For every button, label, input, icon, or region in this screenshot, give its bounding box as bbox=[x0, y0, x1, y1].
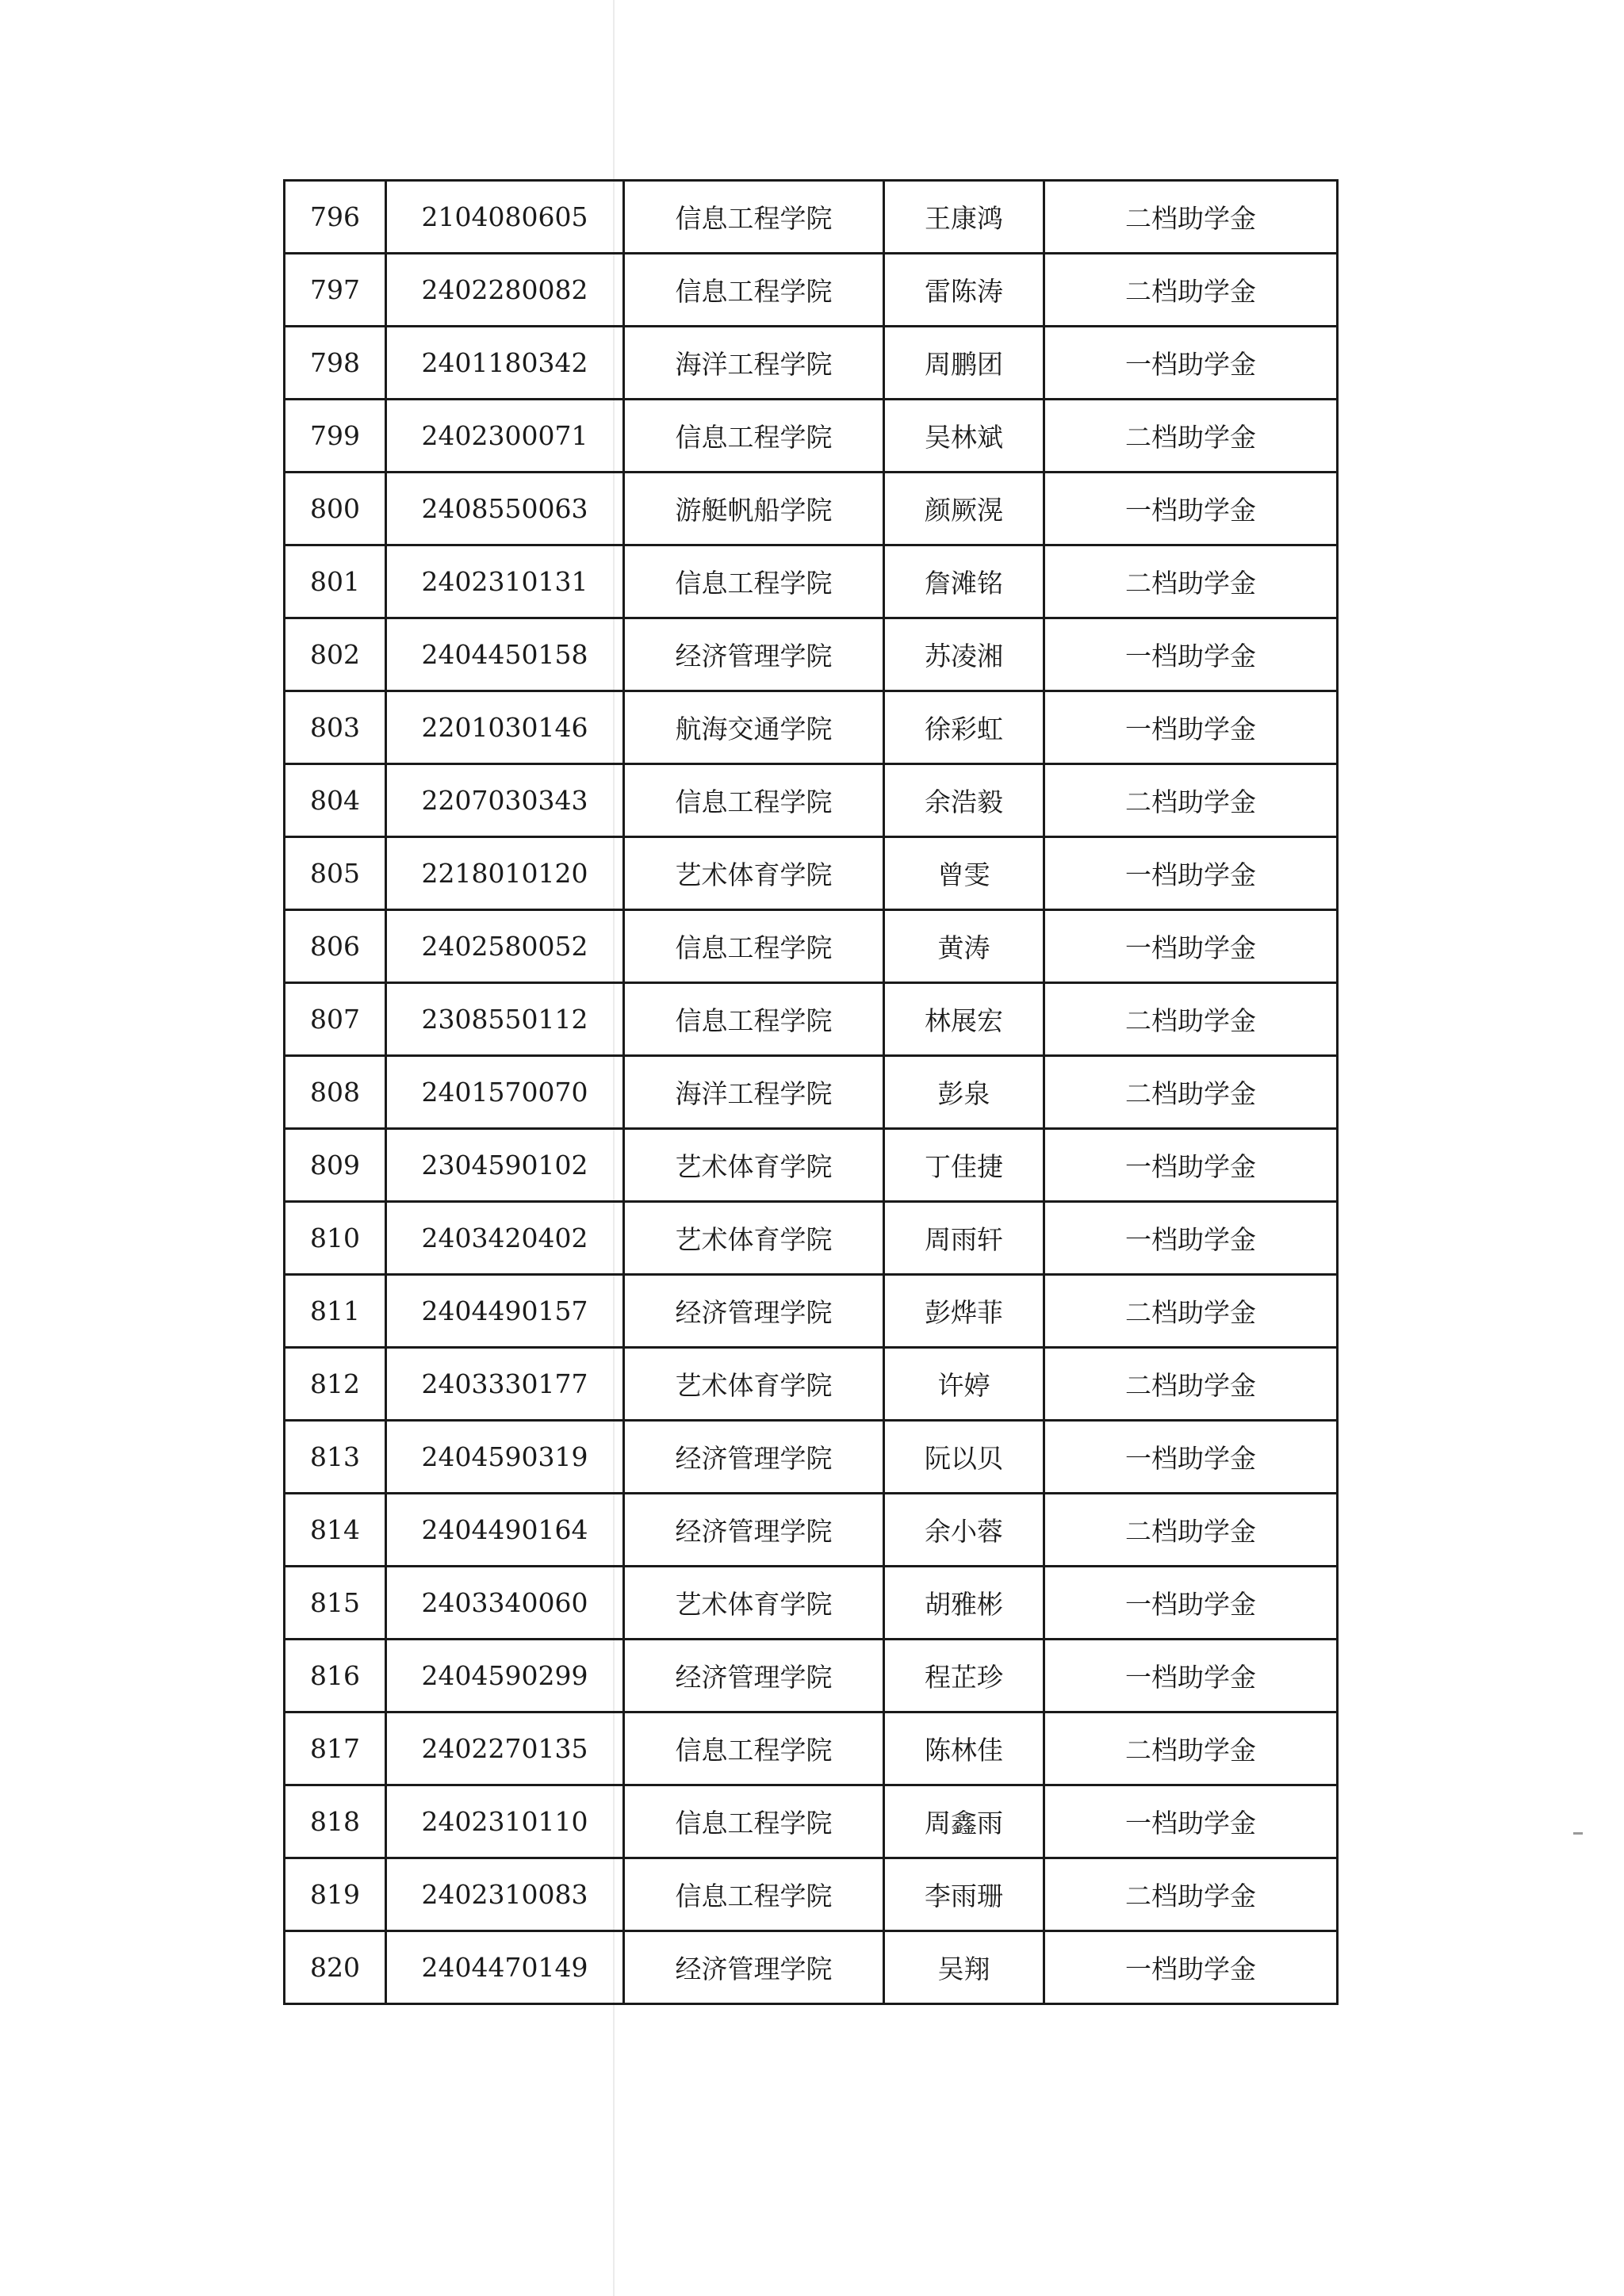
seq-cell: 813 bbox=[285, 1421, 386, 1494]
name-cell: 王康鸿 bbox=[884, 181, 1044, 254]
name-cell: 雷陈涛 bbox=[884, 254, 1044, 327]
student-id-cell: 2402310083 bbox=[386, 1858, 624, 1931]
student-id-cell: 2402580052 bbox=[386, 910, 624, 983]
seq-cell: 815 bbox=[285, 1567, 386, 1640]
name-cell: 彭烨菲 bbox=[884, 1275, 1044, 1348]
college-cell: 信息工程学院 bbox=[624, 1712, 884, 1785]
scan-edge-mark bbox=[1573, 1832, 1583, 1835]
grant-cell: 二档助学金 bbox=[1044, 1275, 1338, 1348]
table-row bbox=[285, 983, 1338, 1056]
student-id-cell: 2402310110 bbox=[386, 1785, 624, 1858]
grant-cell: 一档助学金 bbox=[1044, 837, 1338, 910]
table-row bbox=[285, 1129, 1338, 1202]
student-id-cell: 2201030146 bbox=[386, 691, 624, 764]
student-id-cell: 2404490157 bbox=[386, 1275, 624, 1348]
table-row bbox=[285, 254, 1338, 327]
student-id-cell: 2404490164 bbox=[386, 1494, 624, 1567]
seq-cell: 805 bbox=[285, 837, 386, 910]
grant-cell: 二档助学金 bbox=[1044, 400, 1338, 473]
seq-cell: 802 bbox=[285, 618, 386, 691]
seq-cell: 799 bbox=[285, 400, 386, 473]
roster-body bbox=[285, 181, 1338, 2004]
student-id-cell: 2401180342 bbox=[386, 327, 624, 400]
college-cell: 艺术体育学院 bbox=[624, 837, 884, 910]
name-cell: 程芷珍 bbox=[884, 1640, 1044, 1712]
grant-cell: 二档助学金 bbox=[1044, 1494, 1338, 1567]
table-row bbox=[285, 545, 1338, 618]
name-cell: 曾雯 bbox=[884, 837, 1044, 910]
college-cell: 信息工程学院 bbox=[624, 983, 884, 1056]
seq-cell: 811 bbox=[285, 1275, 386, 1348]
name-cell: 胡雅彬 bbox=[884, 1567, 1044, 1640]
student-id-cell: 2402270135 bbox=[386, 1712, 624, 1785]
table-row bbox=[285, 837, 1338, 910]
seq-cell: 797 bbox=[285, 254, 386, 327]
college-cell: 海洋工程学院 bbox=[624, 327, 884, 400]
college-cell: 经济管理学院 bbox=[624, 1275, 884, 1348]
grant-cell: 二档助学金 bbox=[1044, 1712, 1338, 1785]
table-row bbox=[285, 1348, 1338, 1421]
college-cell: 信息工程学院 bbox=[624, 764, 884, 837]
seq-cell: 809 bbox=[285, 1129, 386, 1202]
student-id-cell: 2404450158 bbox=[386, 618, 624, 691]
student-id-cell: 2304590102 bbox=[386, 1129, 624, 1202]
table-row bbox=[285, 1640, 1338, 1712]
grant-cell: 一档助学金 bbox=[1044, 327, 1338, 400]
name-cell: 余小蓉 bbox=[884, 1494, 1044, 1567]
table-row bbox=[285, 1275, 1338, 1348]
college-cell: 信息工程学院 bbox=[624, 545, 884, 618]
seq-cell: 818 bbox=[285, 1785, 386, 1858]
grant-cell: 二档助学金 bbox=[1044, 545, 1338, 618]
table-row bbox=[285, 691, 1338, 764]
student-id-cell: 2408550063 bbox=[386, 473, 624, 545]
name-cell: 詹滩铭 bbox=[884, 545, 1044, 618]
table-row bbox=[285, 400, 1338, 473]
name-cell: 黄涛 bbox=[884, 910, 1044, 983]
student-id-cell: 2104080605 bbox=[386, 181, 624, 254]
name-cell: 余浩毅 bbox=[884, 764, 1044, 837]
college-cell: 信息工程学院 bbox=[624, 1858, 884, 1931]
student-id-cell: 2403420402 bbox=[386, 1202, 624, 1275]
seq-cell: 801 bbox=[285, 545, 386, 618]
name-cell: 吴林斌 bbox=[884, 400, 1044, 473]
table-row bbox=[285, 1858, 1338, 1931]
college-cell: 海洋工程学院 bbox=[624, 1056, 884, 1129]
name-cell: 苏凌湘 bbox=[884, 618, 1044, 691]
grant-cell: 一档助学金 bbox=[1044, 1421, 1338, 1494]
college-cell: 经济管理学院 bbox=[624, 1931, 884, 2004]
student-id-cell: 2404590319 bbox=[386, 1421, 624, 1494]
seq-cell: 804 bbox=[285, 764, 386, 837]
seq-cell: 807 bbox=[285, 983, 386, 1056]
table-row bbox=[285, 1712, 1338, 1785]
grant-cell: 二档助学金 bbox=[1044, 1858, 1338, 1931]
college-cell: 信息工程学院 bbox=[624, 910, 884, 983]
seq-cell: 816 bbox=[285, 1640, 386, 1712]
name-cell: 李雨珊 bbox=[884, 1858, 1044, 1931]
student-id-cell: 2308550112 bbox=[386, 983, 624, 1056]
grant-cell: 一档助学金 bbox=[1044, 1931, 1338, 2004]
table-row bbox=[285, 1785, 1338, 1858]
seq-cell: 806 bbox=[285, 910, 386, 983]
college-cell: 艺术体育学院 bbox=[624, 1567, 884, 1640]
table-row bbox=[285, 1567, 1338, 1640]
grant-cell: 二档助学金 bbox=[1044, 1056, 1338, 1129]
seq-cell: 814 bbox=[285, 1494, 386, 1567]
college-cell: 艺术体育学院 bbox=[624, 1129, 884, 1202]
seq-cell: 803 bbox=[285, 691, 386, 764]
college-cell: 艺术体育学院 bbox=[624, 1202, 884, 1275]
college-cell: 信息工程学院 bbox=[624, 254, 884, 327]
college-cell: 信息工程学院 bbox=[624, 400, 884, 473]
name-cell: 林展宏 bbox=[884, 983, 1044, 1056]
grant-cell: 二档助学金 bbox=[1044, 764, 1338, 837]
college-cell: 艺术体育学院 bbox=[624, 1348, 884, 1421]
name-cell: 彭泉 bbox=[884, 1056, 1044, 1129]
table-row bbox=[285, 1421, 1338, 1494]
student-id-cell: 2403340060 bbox=[386, 1567, 624, 1640]
table-row bbox=[285, 764, 1338, 837]
seq-cell: 812 bbox=[285, 1348, 386, 1421]
college-cell: 经济管理学院 bbox=[624, 1421, 884, 1494]
name-cell: 阮以贝 bbox=[884, 1421, 1044, 1494]
seq-cell: 800 bbox=[285, 473, 386, 545]
grant-cell: 二档助学金 bbox=[1044, 1348, 1338, 1421]
table-row bbox=[285, 181, 1338, 254]
name-cell: 周雨轩 bbox=[884, 1202, 1044, 1275]
seq-cell: 817 bbox=[285, 1712, 386, 1785]
seq-cell: 810 bbox=[285, 1202, 386, 1275]
college-cell: 信息工程学院 bbox=[624, 1785, 884, 1858]
table-row bbox=[285, 1931, 1338, 2004]
student-id-cell: 2402280082 bbox=[386, 254, 624, 327]
grant-cell: 一档助学金 bbox=[1044, 691, 1338, 764]
name-cell: 吴翔 bbox=[884, 1931, 1044, 2004]
grant-cell: 一档助学金 bbox=[1044, 1567, 1338, 1640]
table-row bbox=[285, 473, 1338, 545]
student-id-cell: 2404590299 bbox=[386, 1640, 624, 1712]
college-cell: 航海交通学院 bbox=[624, 691, 884, 764]
student-id-cell: 2404470149 bbox=[386, 1931, 624, 2004]
college-cell: 游艇帆船学院 bbox=[624, 473, 884, 545]
grant-cell: 二档助学金 bbox=[1044, 254, 1338, 327]
student-id-cell: 2218010120 bbox=[386, 837, 624, 910]
seq-cell: 819 bbox=[285, 1858, 386, 1931]
table-row bbox=[285, 1494, 1338, 1567]
table-row bbox=[285, 618, 1338, 691]
grant-cell: 一档助学金 bbox=[1044, 910, 1338, 983]
college-cell: 经济管理学院 bbox=[624, 1494, 884, 1567]
college-cell: 经济管理学院 bbox=[624, 1640, 884, 1712]
seq-cell: 820 bbox=[285, 1931, 386, 2004]
grant-cell: 一档助学金 bbox=[1044, 1202, 1338, 1275]
grant-cell: 一档助学金 bbox=[1044, 1785, 1338, 1858]
student-id-cell: 2402310131 bbox=[386, 545, 624, 618]
seq-cell: 796 bbox=[285, 181, 386, 254]
table-row bbox=[285, 1056, 1338, 1129]
college-cell: 经济管理学院 bbox=[624, 618, 884, 691]
student-id-cell: 2403330177 bbox=[386, 1348, 624, 1421]
grant-cell: 一档助学金 bbox=[1044, 1129, 1338, 1202]
seq-cell: 808 bbox=[285, 1056, 386, 1129]
college-cell: 信息工程学院 bbox=[624, 181, 884, 254]
name-cell: 丁佳捷 bbox=[884, 1129, 1044, 1202]
grant-cell: 一档助学金 bbox=[1044, 618, 1338, 691]
name-cell: 陈林佳 bbox=[884, 1712, 1044, 1785]
name-cell: 周鑫雨 bbox=[884, 1785, 1044, 1858]
table-row bbox=[285, 327, 1338, 400]
student-id-cell: 2207030343 bbox=[386, 764, 624, 837]
table-row bbox=[285, 910, 1338, 983]
name-cell: 颜厥滉 bbox=[884, 473, 1044, 545]
name-cell: 徐彩虹 bbox=[884, 691, 1044, 764]
grant-roster-table bbox=[283, 179, 1339, 2005]
student-id-cell: 2401570070 bbox=[386, 1056, 624, 1129]
grant-cell: 一档助学金 bbox=[1044, 1640, 1338, 1712]
student-id-cell: 2402300071 bbox=[386, 400, 624, 473]
grant-cell: 二档助学金 bbox=[1044, 181, 1338, 254]
table-row bbox=[285, 1202, 1338, 1275]
grant-cell: 一档助学金 bbox=[1044, 473, 1338, 545]
seq-cell: 798 bbox=[285, 327, 386, 400]
grant-cell: 二档助学金 bbox=[1044, 983, 1338, 1056]
name-cell: 许婷 bbox=[884, 1348, 1044, 1421]
name-cell: 周鹏团 bbox=[884, 327, 1044, 400]
